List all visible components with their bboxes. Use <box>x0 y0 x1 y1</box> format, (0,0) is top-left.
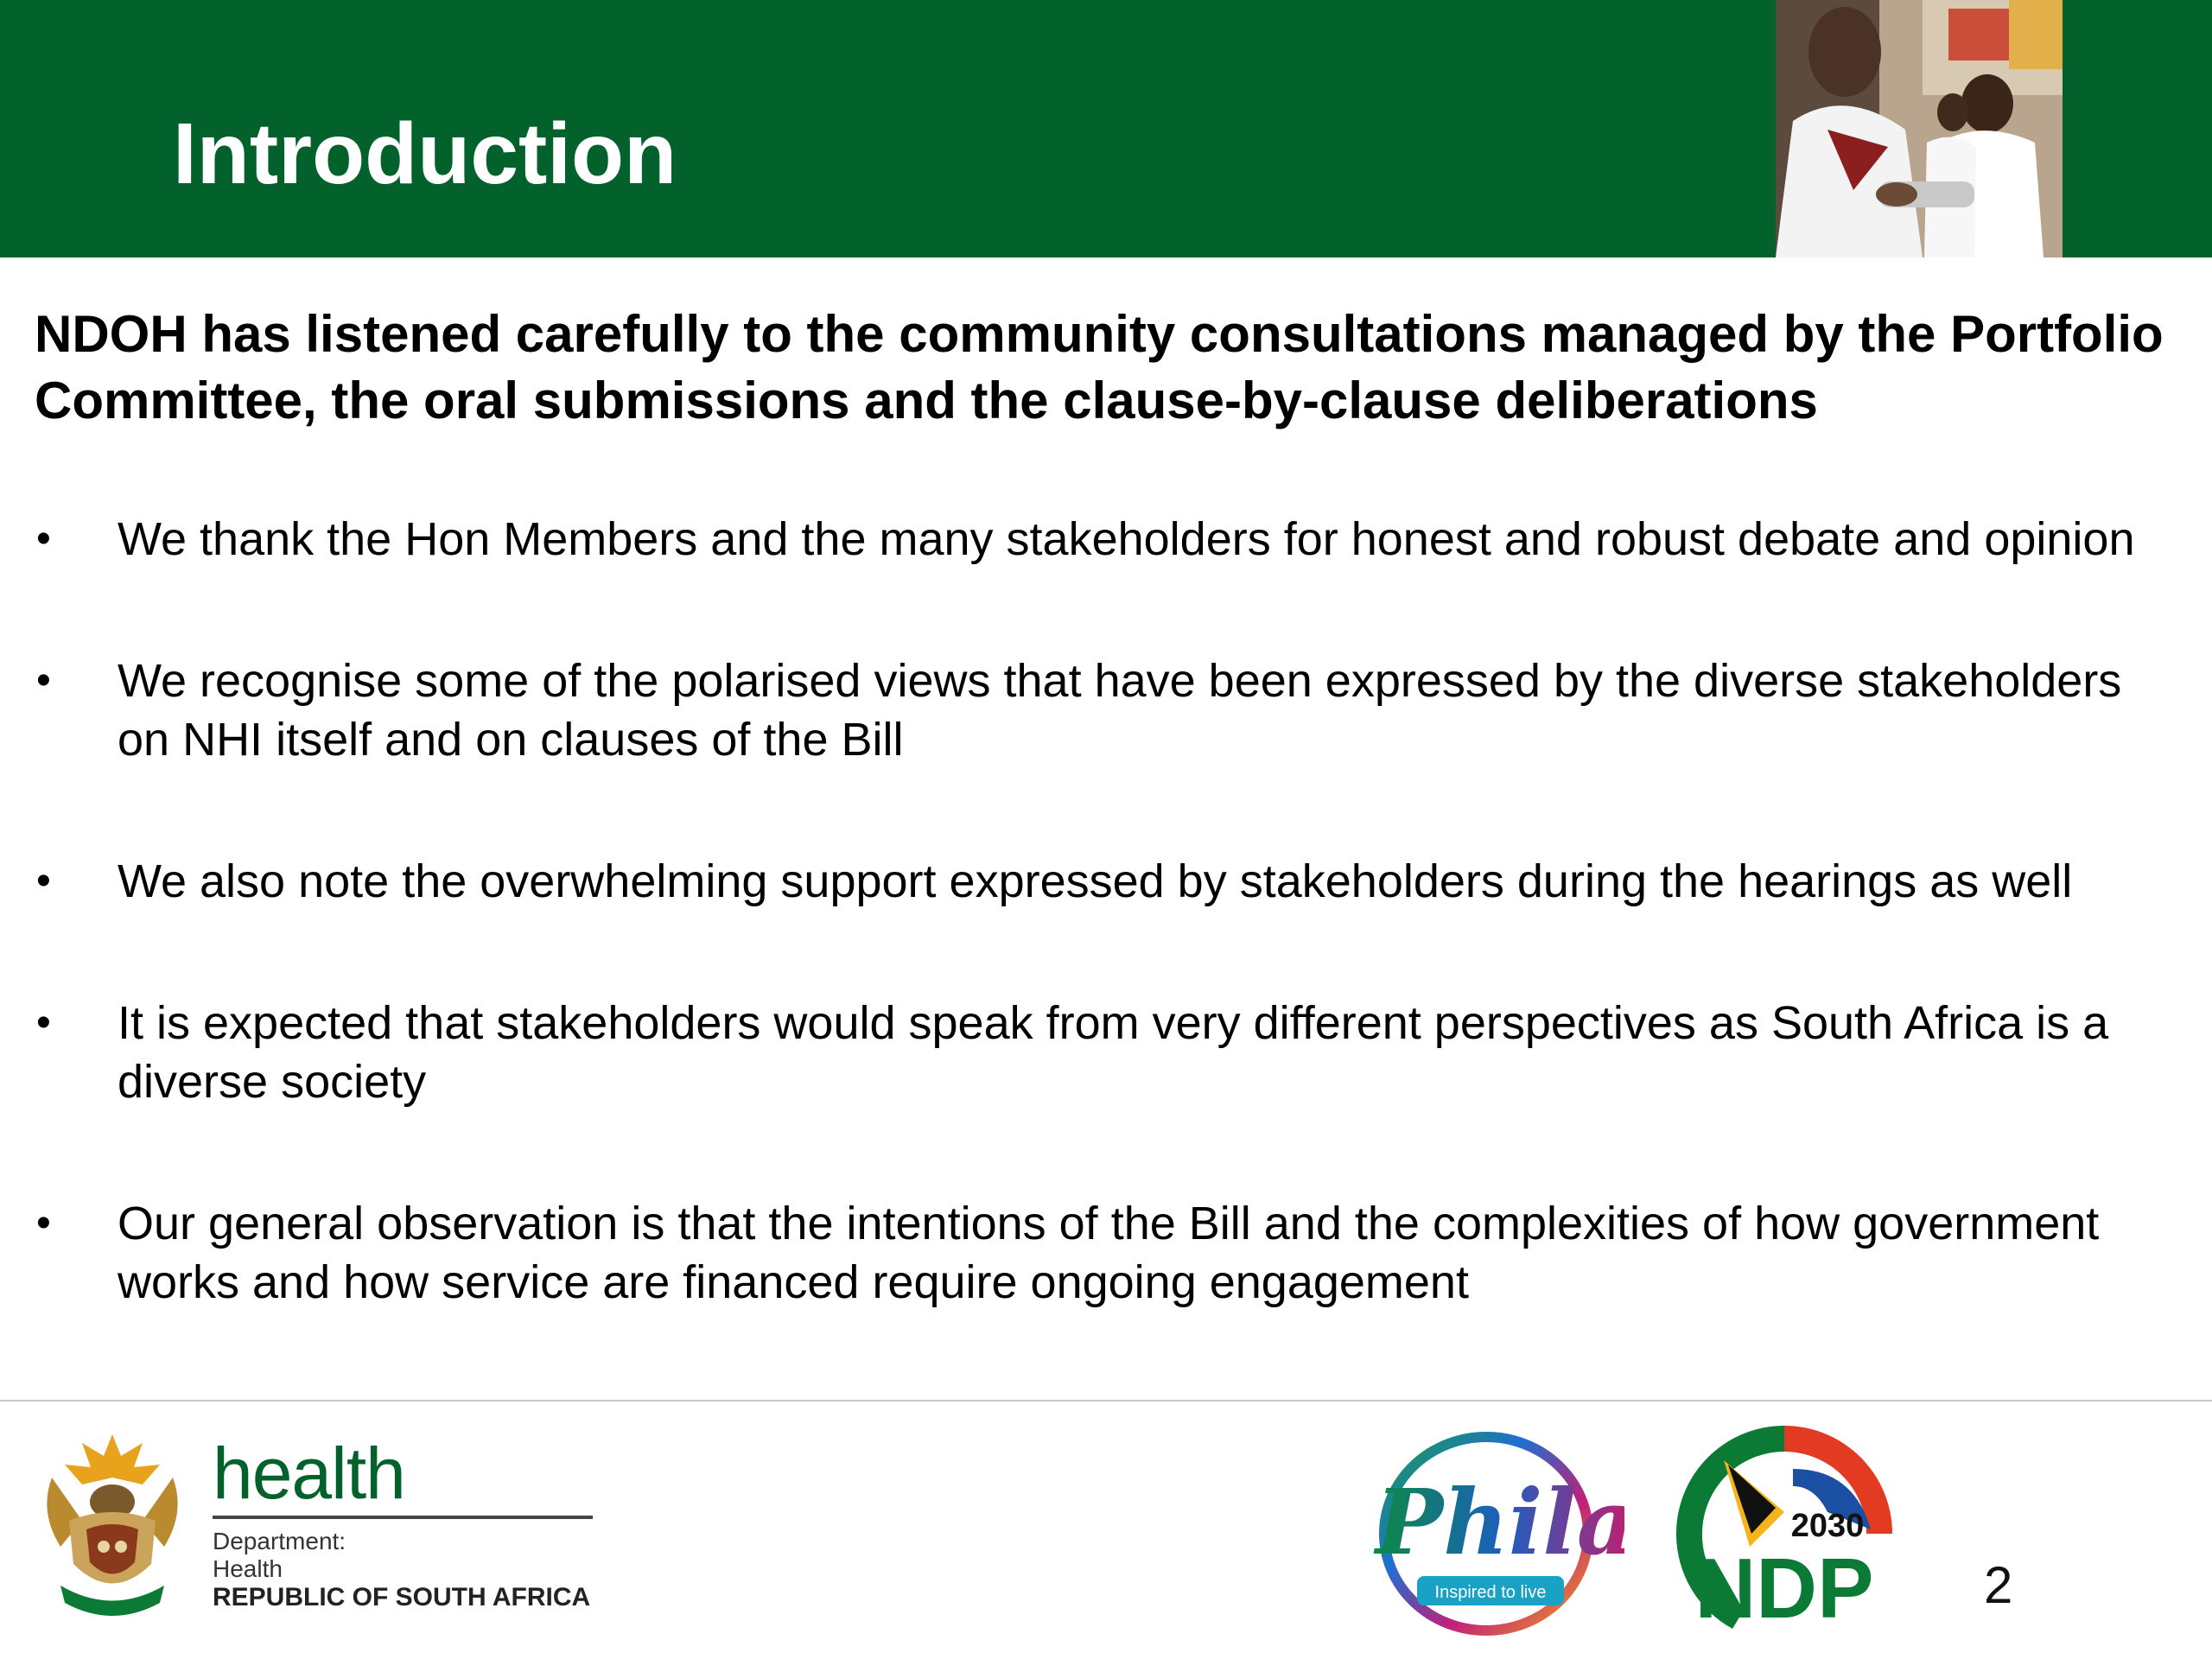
title-banner <box>0 0 2212 257</box>
ndp-year: 2030 <box>1790 1508 1865 1544</box>
coat-of-arms-icon <box>35 1417 190 1624</box>
phila-logo <box>1365 1417 1624 1642</box>
list-item <box>35 652 2186 769</box>
list-item <box>35 994 2186 1111</box>
header-photo <box>1776 0 2063 257</box>
bullet-text: It is expected that stakeholders would speak from very different perspectives as South Africa is a diverse society <box>118 997 2109 1108</box>
lead-statement: NDOH has listened carefully to the community consultations managed by the Portfolio Committee, the oral submissions and the clause-by-clause deliberations <box>35 305 2164 429</box>
slide-title: Introduction <box>173 105 677 202</box>
ndp-wordmark: NDP <box>1694 1541 1874 1636</box>
bullet-text: We thank the Hon Members and the many stakeholders for honest and robust debate and opinion <box>118 513 2135 565</box>
ndp-2030-logo <box>1663 1417 1905 1642</box>
department-label: Department: <box>213 1528 346 1554</box>
list-item <box>35 852 2186 911</box>
bullet-marker: • <box>36 516 51 562</box>
phila-wordmark: Phila <box>1376 1469 1624 1575</box>
page-number: 2 <box>1984 1556 2013 1614</box>
list-item <box>35 1194 2186 1312</box>
bullet-text: We also note the overwhelming support expressed by stakeholders during the hearings as well <box>118 855 2073 907</box>
bullet-text: We recognise some of the polarised views that have been expressed by the diverse stakeholders on NHI itself and on clauses of the Bill <box>118 655 2122 766</box>
bullet-marker: • <box>36 658 51 703</box>
bullet-list <box>35 510 2186 1395</box>
list-item <box>35 510 2186 569</box>
country-name: REPUBLIC OF SOUTH AFRICA <box>213 1583 591 1611</box>
bullet-text: Our general observation is that the intentions of the Bill and the complexities of how government works and how service are financed require ongoing engagement <box>118 1198 2100 1308</box>
bullet-marker: • <box>36 858 51 904</box>
bullet-marker: • <box>36 1200 51 1246</box>
phila-tagline: Inspired to live <box>1434 1583 1547 1602</box>
bullet-marker: • <box>36 1000 51 1046</box>
department-logo <box>213 1434 593 1612</box>
footer-divider <box>0 1400 2212 1402</box>
department-wordmark: health <box>213 1433 405 1514</box>
department-name: Health <box>213 1555 283 1582</box>
department-rule <box>213 1516 593 1519</box>
